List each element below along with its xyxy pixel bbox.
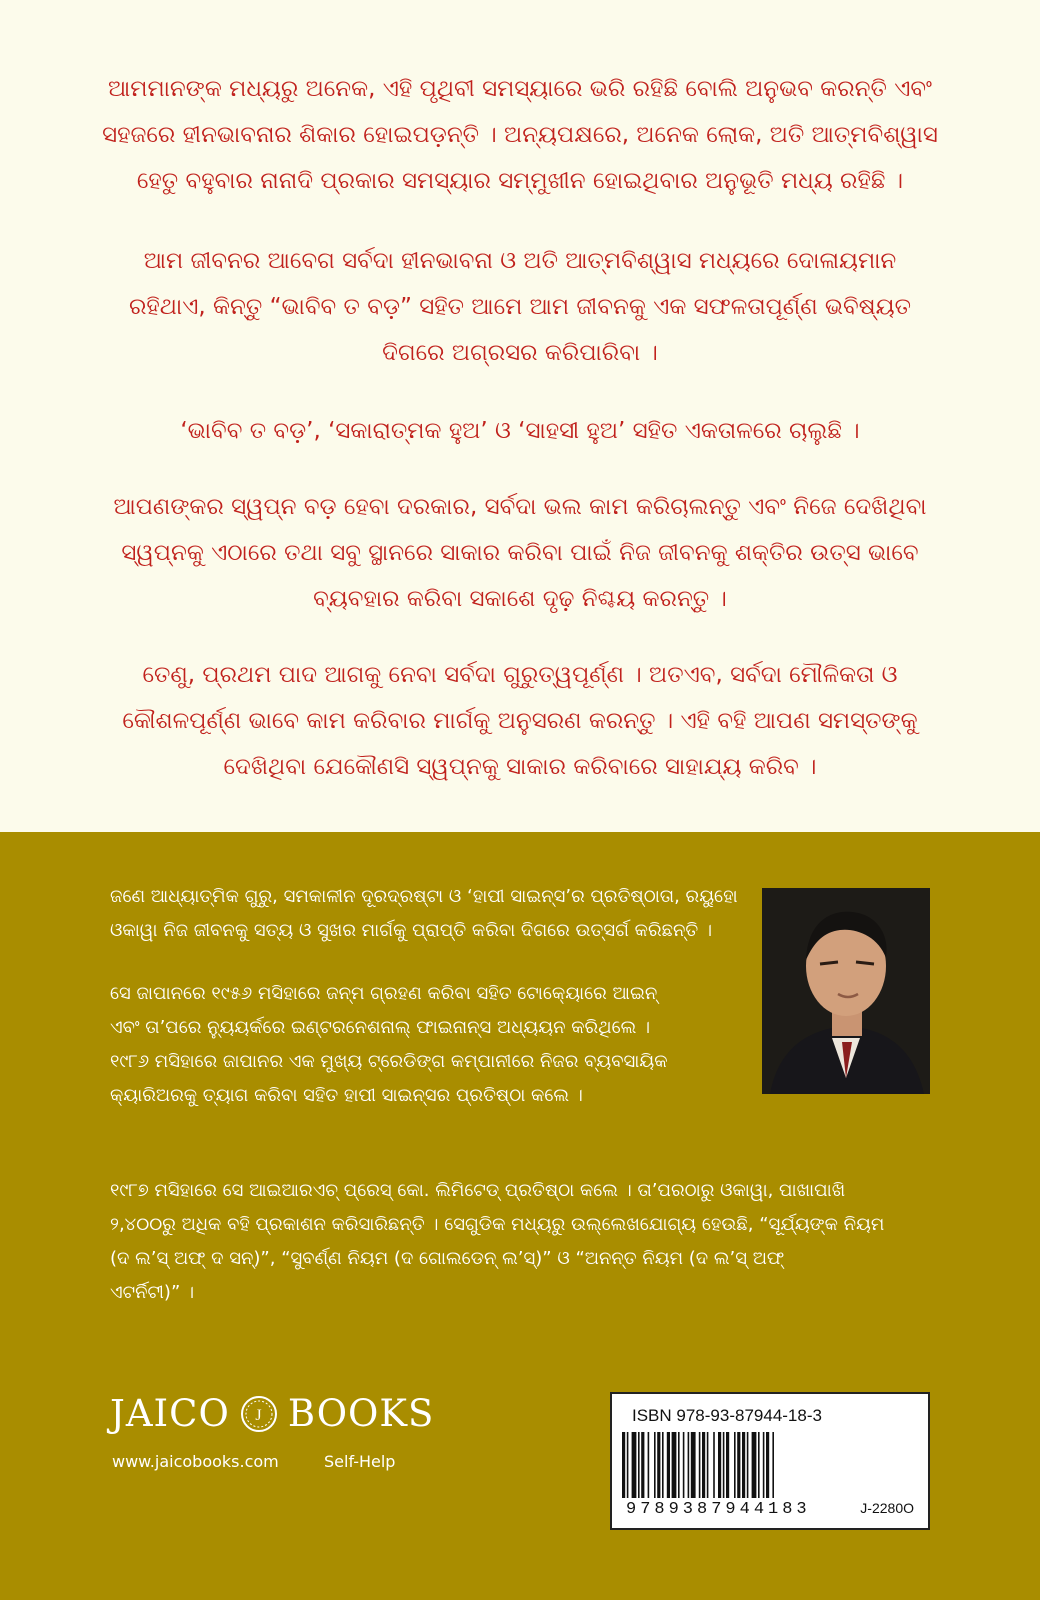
bio-line: କ୍ୟାରିଅରକୁ ତ୍ୟାଗ କରିବା ସହିତ ହାପୀ ସାଇନ୍ସର ପ୍ରତିଷ୍ଠା କଲେ । [110,1085,583,1106]
author-bio-paragraph-3 [110,1174,884,1310]
bio-line: ୧୯୮୬ ମସିହାରେ ଜାପାନର ଏକ ମୁଖ୍ୟ ଟ୍ରେଡିଙ୍ଗ କମ୍ପାନୀରେ ନିଜର ବ୍ୟବସାୟିକ [110,1051,668,1072]
barcode-bar [758,1432,760,1498]
author-portrait-illustration [762,888,930,1094]
blurb-line: ଆମମାନଙ୍କ ମଧ୍ୟରୁ ଅନେକ, ଏହି ପୃଥିବୀ ସମସ୍ୟାରେ ଭରି ରହିଛି ବୋଲି ଅନୁଭବ କରନ୍ତି ଏବଂ [108,76,932,102]
barcode-bar [662,1432,664,1498]
blurb-line: ଆପଣଙ୍କର ସ୍ୱପ୍ନ ବଡ଼ ହେବା ଦରକାର, ସର୍ବଦା ଭଲ କାମ କରିଚାଲନ୍ତୁ ଏବଂ ନିଜେ ଦେଖିଥିବା [113,494,927,520]
barcode-bar [763,1432,765,1498]
barcode-bar [726,1432,729,1498]
author-photo [762,888,930,1094]
barcode-bar [627,1432,629,1498]
barcode-bar [752,1432,757,1498]
blurb-line: ସ୍ୱପ୍ନକୁ ଏଠାରେ ତଥା ସବୁ ସ୍ଥାନରେ ସାକାର କରିବା ପାଇଁ ନିଜ ଜୀବନକୁ ଶକ୍ତିର ଉତ୍ସ ଭାବେ [121,540,919,566]
barcode-bar [772,1432,774,1498]
bio-line: ଜଣେ ଆଧ୍ୟାତ୍ମିକ ଗୁରୁ, ସମକାଳୀନ ଦୂରଦ୍ରଷ୍ଟା ଓ ‘ହାପୀ ସାଇନ୍ସ’ର ପ୍ରତିଷ୍ଠାତା, ରୟୁହୋ [110,886,738,907]
author-bio-paragraph-2 [110,977,668,1113]
publisher-logo [110,1392,434,1435]
barcode-bar [648,1432,650,1498]
bio-line: ଓକାୱା ନିଜ ଜୀବନକୁ ସତ୍ୟ ଓ ସୁଖର ମାର୍ଗକୁ ପ୍ରାପ୍ତି କରିବା ଦିଗରେ ଉତ୍ସର୍ଗ କରିଛନ୍ତି । [110,920,713,941]
blurb-line: ତେଣୁ, ପ୍ରଥମ ପାଦ ଆଗକୁ ନେବା ସର୍ବଦା ଗୁରୁତ୍ୱପୂର୍ଣ୍ଣ । ଅତଏବ, ସର୍ବଦା ମୌଳିକତା ଓ [142,662,898,688]
publisher-website: www.jaicobooks.com [112,1452,279,1471]
barcode-bar [672,1432,677,1498]
blurb-line: ‘ଭାବିବ ତ ବଡ଼’, ‘ସକାରାତ୍ମକ ହୁଅ’ ଓ ‘ସାହସୀ ହୁଅ’ ସହିତ ଏକତାଳରେ ଚାଲୁଛି । [180,418,860,444]
blurb-paragraph-2 [100,238,940,376]
blurb-paragraph-1 [100,66,940,204]
bio-line: ଏବଂ ତା’ପରେ ନ୍ୟୁୟର୍କରେ ଇଣ୍ଟରନେଶନାଲ୍ ଫାଇନାନ୍ସ ଅଧ୍ୟୟନ କରିଥିଲେ । [110,1017,651,1038]
blurb-line: ସହଜରେ ହୀନଭାବନାର ଶିକାର ହୋଇପଡ଼ନ୍ତି । ଅନ୍ୟପକ୍ଷରେ, ଅନେକ ଲୋକ, ଅତି ଆତ୍ମବିଶ୍ୱାସ [102,122,938,148]
genre-label: Self-Help [324,1452,396,1471]
barcode-bar [718,1432,721,1498]
blurb-paragraph-4 [100,484,940,622]
barcode-bar [707,1432,709,1498]
publisher-name-right: BOOKS [287,1392,435,1435]
blurb-line: ହେତୁ ବହୁବାର ନାନାଦି ପ୍ରକାର ସମସ୍ୟାର ସମ୍ମୁଖୀନ ହୋଇଥିବାର ଅନୁଭୂତି ମଧ୍ୟ ରହିଛି । [136,168,904,194]
barcode-bar [723,1432,725,1498]
barcode-bar [747,1432,749,1498]
blurb-line: ଆମ ଜୀବନର ଆବେଗ ସର୍ବଦା ହୀନଭାବନା ଓ ଅତି ଆତ୍ମବିଶ୍ୱାସ ମଧ୍ୟରେ ଦୋଳାୟମାନ [143,248,897,274]
barcode-bar [699,1432,701,1498]
barcode-bar [638,1432,640,1498]
bio-line: ୧୯୮୭ ମସିହାରେ ସେ ଆଇଆରଏଚ୍ ପ୍ରେସ୍ କୋ. ଲିମିଟେଡ୍ ପ୍ରତିଷ୍ଠା କଲେ । ତା’ପରଠାରୁ ଓକାୱା, ପାଖାପାଖି [110,1180,846,1201]
barcode-bar [654,1432,656,1498]
blurb-line: ଦିଗରେ ଅଗ୍ରସର କରିପାରିବା । [382,340,658,366]
blurb-line: ବ୍ୟବହାର କରିବା ସକାଶେ ଦୃଢ଼ ନିଶ୍ଚୟ କରନ୍ତୁ । [313,586,727,612]
barcode-bar [641,1432,644,1498]
barcode-bar [691,1432,696,1498]
barcode-bar [622,1432,625,1498]
jaico-emblem-icon [240,1395,278,1433]
blurb-paragraph-3 [100,408,940,454]
bio-line: ଏଟର୍ନିଟୀ)” । [110,1282,195,1303]
barcode-bar [678,1432,680,1498]
barcode-bar [657,1432,660,1498]
barcode-bar [683,1432,685,1498]
barcode-bar [632,1432,637,1498]
bio-line: ୨,୪୦୦ରୁ ଅଧିକ ବହି ପ୍ରକାଶନ କରିସାରିଛନ୍ତି । ସେଗୁଡିକ ମଧ୍ୟରୁ ଉଲ୍ଲେଖଯୋଗ୍ୟ ହେଉଛି, “ସୂର୍ଯ୍ୟଙ୍କ ନିୟମ [110,1214,885,1235]
bio-line: (ଦ ଲ’ସ୍ ଅଫ୍ ଦ ସନ୍)”, “ସୁବର୍ଣ୍ଣ ନିୟମ (ଦ ଗୋଲଡେନ୍ ଲ’ସ୍)” ଓ “ଅନନ୍ତ ନିୟମ (ଦ ଲ’ସ୍ ଅଫ୍ [110,1248,785,1269]
isbn-number: ISBN 978-93-87944-18-3 [632,1406,822,1425]
barcode-bar [713,1432,715,1498]
isbn-barcode-block [610,1392,930,1530]
barcode-bar [742,1432,745,1498]
logo-letter: J [255,1406,263,1424]
blurb-line: ରହିଥାଏ, କିନ୍ତୁ “ଭାବିବ ତ ବଡ଼” ସହିତ ଆମେ ଆମ ଜୀବନକୁ ଏକ ସଫଳତାପୂର୍ଣ୍ଣ ଭବିଷ୍ୟତ [128,294,912,320]
barcode-bar [734,1432,736,1498]
barcode-bar [688,1432,690,1498]
barcode-bar [737,1432,740,1498]
bio-line: ସେ ଜାପାନରେ ୧୯୫୬ ମସିହାରେ ଜନ୍ମ ଗ୍ରହଣ କରିବା ସହିତ ଟୋକ୍ୟୋରେ ଆଇନ୍ [110,983,658,1004]
barcode-bar [667,1432,670,1498]
blurb-line: କୌଶଳପୂର୍ଣ୍ଣ ଭାବେ କାମ କରିବାର ମାର୍ଗକୁ ଅନୁସରଣ କରନ୍ତୁ । ଏହି ବହି ଆପଣ ସମସ୍ତଙ୍କୁ [122,708,918,734]
barcode-icon [622,1432,867,1498]
barcode-bar [702,1432,705,1498]
catalog-code: J-2280O [860,1500,914,1516]
blurb-paragraph-5 [100,652,940,790]
barcode-bar [766,1432,769,1498]
barcode-digits: 9789387944183 [626,1500,811,1519]
blurb-line: ଦେଖିଥିବା ଯେକୌଣସି ସ୍ୱପ୍ନକୁ ସାକାର କରିବାରେ ସାହାଯ୍ୟ କରିବ । [223,754,817,780]
author-bio-paragraph-1 [110,880,738,948]
publisher-name-left: JAICO [110,1392,230,1435]
